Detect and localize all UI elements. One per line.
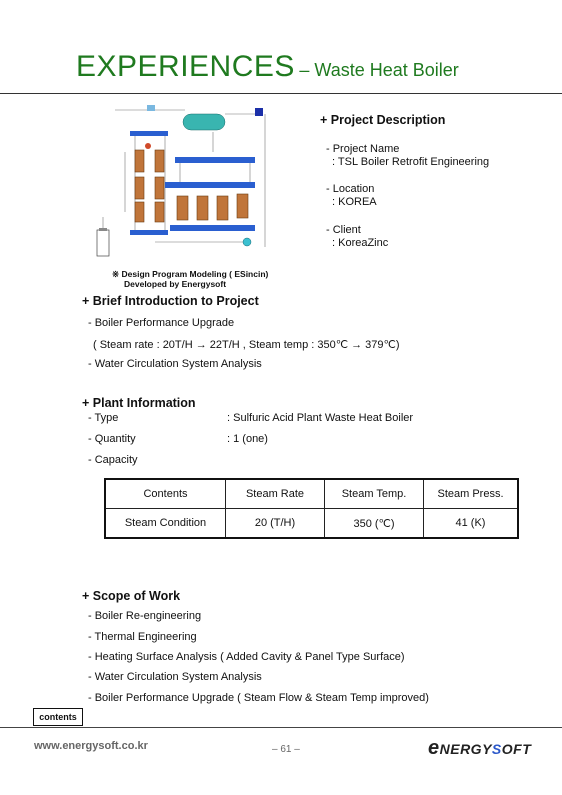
project-name-label: - Project Name xyxy=(326,143,400,155)
steam-condition-table xyxy=(104,478,519,539)
page-title xyxy=(76,50,459,84)
logo-e: e xyxy=(428,737,440,759)
caption-line-1: ※ Design Program Modeling ( ESincin) xyxy=(112,269,269,279)
quantity-value: : 1 (one) xyxy=(227,433,268,445)
location-label: - Location xyxy=(326,183,375,195)
title-main: EXPERIENCES xyxy=(76,50,295,83)
type-label: - Type xyxy=(88,412,119,424)
table-header-cell: Contents xyxy=(105,479,226,509)
page-number: – 61 – xyxy=(272,744,300,755)
brief-line-2: ( Steam rate : 20T/H → 22T/H , Steam temp : 350℃ → 379℃) xyxy=(93,339,400,351)
scope-item: - Boiler Performance Upgrade ( Steam Flow & Steam Temp improved) xyxy=(88,692,429,704)
scope-item: - Water Circulation System Analysis xyxy=(88,671,262,683)
logo-s: S xyxy=(491,741,502,757)
table-header-cell: Steam Temp. xyxy=(325,479,424,509)
caption-line-2: Developed by Energysoft xyxy=(124,279,227,289)
website-link[interactable]: www.energysoft.co.kr xyxy=(34,740,148,752)
footer-rule xyxy=(0,727,562,728)
capacity-label: - Capacity xyxy=(88,454,138,466)
location-value: : KOREA xyxy=(332,196,377,208)
diagram-caption xyxy=(112,269,268,289)
header-rule xyxy=(0,93,562,94)
title-sub: – Waste Heat Boiler xyxy=(299,60,459,80)
table-header-row xyxy=(105,479,518,509)
table-header-cell: Steam Rate xyxy=(226,479,325,509)
plant-heading: + Plant Information xyxy=(82,396,196,410)
project-name-value: : TSL Boiler Retrofit Engineering xyxy=(332,156,490,168)
project-description-heading: + Project Description xyxy=(320,113,446,127)
type-value: : Sulfuric Acid Plant Waste Heat Boiler xyxy=(227,412,414,424)
scope-item: - Heating Surface Analysis ( Added Cavity & Panel Type Surface) xyxy=(88,651,405,663)
table-cell: 41 (K) xyxy=(424,509,519,539)
boiler-system-diagram xyxy=(95,102,270,262)
scope-item: - Boiler Re-engineering xyxy=(88,610,202,622)
scope-item: - Thermal Engineering xyxy=(88,631,197,643)
brief-heading: + Brief Introduction to Project xyxy=(82,294,259,308)
table-header-cell: Steam Press. xyxy=(424,479,519,509)
client-label: - Client xyxy=(326,224,361,236)
brief-line-3: - Water Circulation System Analysis xyxy=(88,358,262,370)
energysoft-logo xyxy=(428,737,531,760)
table-row xyxy=(105,509,518,539)
contents-button[interactable]: contents xyxy=(33,708,83,726)
client-value: : KoreaZinc xyxy=(332,237,389,249)
table-cell: 20 (T/H) xyxy=(226,509,325,539)
scope-heading: + Scope of Work xyxy=(82,589,181,603)
quantity-label: - Quantity xyxy=(88,433,136,445)
logo-part-2: OFT xyxy=(501,741,532,757)
logo-part-1: NERGY xyxy=(439,741,492,757)
brief-line-1: - Boiler Performance Upgrade xyxy=(88,317,235,329)
table-cell: 350 (℃) xyxy=(325,509,424,539)
table-cell: Steam Condition xyxy=(105,509,226,539)
